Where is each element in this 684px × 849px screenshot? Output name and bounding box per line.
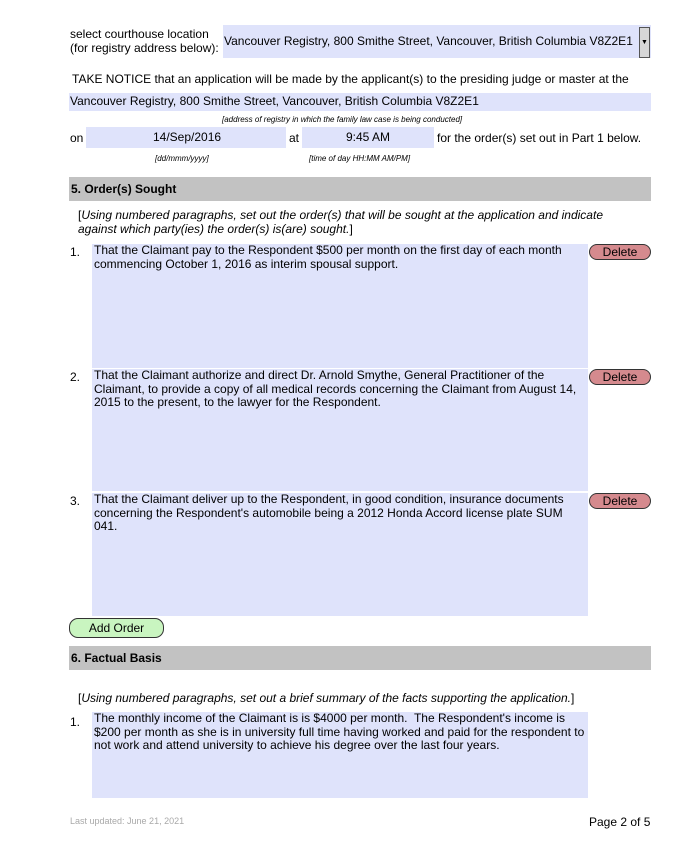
section-5-header: 5. Order(s) Sought	[69, 177, 651, 201]
order-2-delete-button[interactable]: Delete	[589, 369, 651, 385]
location-label-line2: (for registry address below):	[70, 41, 219, 55]
section-6-header: 6. Factual Basis	[69, 646, 651, 670]
section-6-instruction-text: Using numbered paragraphs, set out a brief summary of the facts supporting the application.	[81, 691, 571, 705]
time-caption: [time of day HH:MM AM/PM]	[309, 154, 411, 163]
fact-1-number: 1.	[70, 715, 81, 729]
registry-address-field[interactable]	[69, 93, 651, 111]
section-6-instruction: [Using numbered paragraphs, set out a brief summary of the facts supporting the application.]	[78, 691, 575, 705]
order-1-text[interactable]: That the Claimant pay to the Respondent $500 per month on the first day of each month commencing October 1, 2016 as interim spousal support.	[92, 244, 588, 368]
date-value: 14/Sep/2016	[153, 130, 222, 144]
add-order-button[interactable]: Add Order	[69, 618, 164, 638]
courthouse-location-select[interactable]	[223, 25, 651, 58]
registry-address-value: Vancouver Registry, 800 Smithe Street, Vancouver, British Columbia V8Z2E1	[70, 94, 479, 108]
location-dropdown-button[interactable]	[639, 27, 650, 58]
order-2-number: 2.	[70, 370, 81, 384]
section-5-instruction-text: Using numbered paragraphs, set out the order(s) that will be sought at the application and indicate against which party(ies) the order(s) is(are) sought.	[78, 208, 603, 236]
time-value: 9:45 AM	[346, 130, 391, 144]
last-updated: Last updated: June 21, 2021	[70, 816, 185, 826]
time-field[interactable]	[302, 127, 434, 148]
date-caption: [dd/mmm/yyyy]	[155, 154, 209, 163]
at-label: at	[289, 131, 300, 145]
order-2-text[interactable]: That the Claimant authorize and direct Dr. Arnold Smythe, General Practitioner of the Claimant, to provide a copy of all medical records concerning the Claimant from August 14, 2015 to the present, to the lawyer for the Respondent.	[92, 369, 588, 491]
order-3-number: 3.	[70, 494, 81, 508]
order-suffix-text: for the order(s) set out in Part 1 below.	[437, 131, 642, 145]
order-1-number: 1.	[70, 245, 81, 259]
chevron-down-icon: ▼	[641, 39, 648, 46]
location-label-line1: select courthouse location	[70, 27, 209, 41]
order-1-delete-button[interactable]: Delete	[589, 244, 651, 260]
on-label: on	[70, 131, 84, 145]
take-notice-text: TAKE NOTICE that an application will be made by the applicant(s) to the presiding judge or master at the	[72, 72, 629, 86]
order-3-delete-button[interactable]: Delete	[589, 493, 651, 509]
page-number: Page 2 of 5	[589, 815, 651, 829]
order-3-text[interactable]: That the Claimant deliver up to the Respondent, in good condition, insurance documents concerning the Respondent's automobile being a 2012 Honda Accord license plate SUM 041.	[92, 493, 588, 616]
section-5-instruction: [Using numbered paragraphs, set out the order(s) that will be sought at the application and indicate against which party(ies) the order(s) is(are) sought.]	[78, 208, 603, 236]
location-label	[70, 27, 219, 55]
date-field[interactable]	[86, 127, 286, 148]
registry-caption: [address of registry in which the family law case is being conducted]	[222, 115, 463, 124]
fact-1-text[interactable]: The monthly income of the Claimant is is $4000 per month. The Respondent's income is $200 per month as she is in university full time having worked and paid for the respondent to not work and attend university to achieve his degree over the last four years.	[92, 712, 588, 798]
courthouse-location-value: Vancouver Registry, 800 Smithe Street, Vancouver, British Columbia V8Z2E1	[224, 34, 633, 48]
